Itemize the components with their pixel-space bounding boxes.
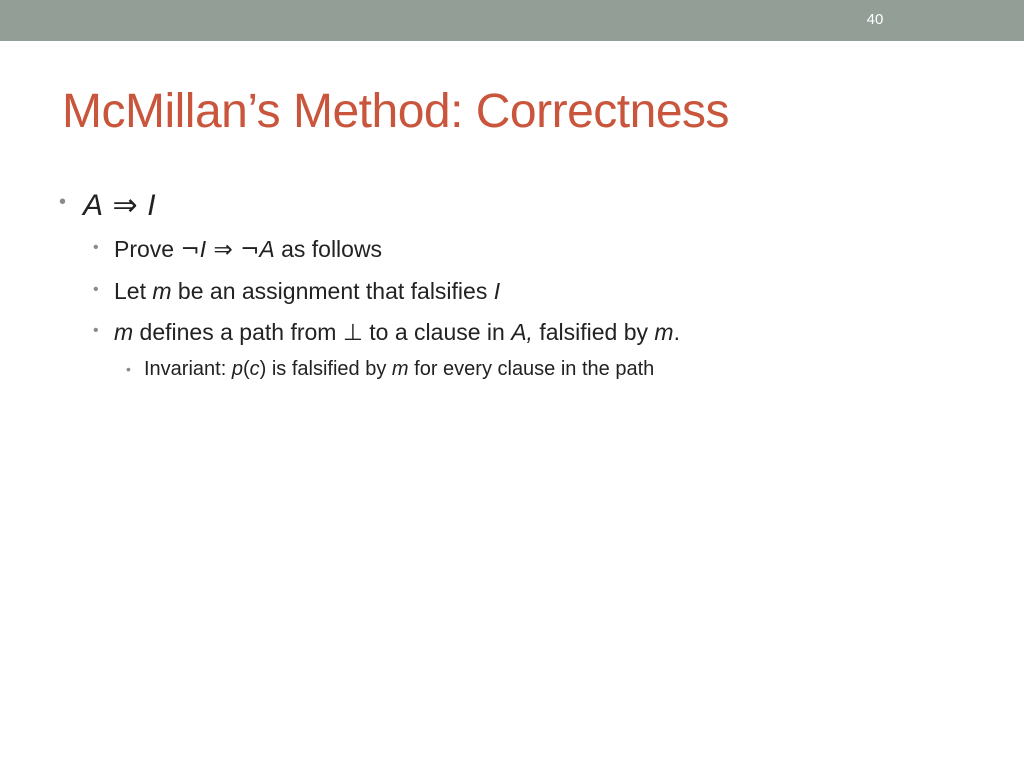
text-is-falsified-by: is falsified by bbox=[266, 358, 392, 380]
var-i: I bbox=[493, 278, 501, 304]
paren-open: ( bbox=[242, 358, 250, 380]
implies-symbol: ⇒ bbox=[206, 237, 241, 263]
text-every-clause: for every clause in the path bbox=[408, 358, 655, 380]
text-as-follows: as follows bbox=[274, 236, 383, 262]
bullet-prove bbox=[93, 236, 383, 263]
text-period: . bbox=[673, 319, 680, 345]
text-to-clause: to a clause in bbox=[362, 319, 512, 345]
var-m: m bbox=[391, 358, 409, 380]
var-i: I bbox=[199, 236, 207, 262]
bullet-a-implies-i bbox=[59, 188, 156, 223]
text-let: Let bbox=[114, 278, 153, 304]
text-prove: Prove bbox=[114, 236, 181, 262]
bullet-dot-icon: • bbox=[93, 239, 99, 256]
bullet-invariant bbox=[126, 358, 655, 381]
var-m: m bbox=[654, 319, 674, 345]
bullet-dot-icon: • bbox=[126, 361, 131, 377]
var-m: m bbox=[114, 319, 134, 345]
negation-symbol: ¬ bbox=[180, 237, 200, 263]
var-i: I bbox=[147, 189, 156, 222]
slide-number: 40 bbox=[866, 11, 884, 28]
bullet-m-defines-path bbox=[93, 319, 680, 346]
text-assignment: be an assignment that falsifies bbox=[171, 278, 494, 304]
bullet-dot-icon: • bbox=[59, 191, 67, 213]
bullet-dot-icon: • bbox=[93, 281, 99, 298]
paren-close: ) bbox=[259, 358, 267, 380]
var-p: p bbox=[231, 358, 243, 380]
var-m: m bbox=[152, 278, 172, 304]
bullet-dot-icon: • bbox=[93, 322, 99, 339]
bottom-symbol: ⊥ bbox=[342, 320, 363, 346]
slide-title: McMillan’s Method: Correctness bbox=[62, 85, 730, 138]
var-a: A, bbox=[511, 319, 533, 345]
header-bar bbox=[0, 0, 1024, 41]
text-invariant: Invariant: bbox=[144, 358, 232, 380]
var-c: c bbox=[249, 358, 260, 380]
implies-symbol: ⇒ bbox=[103, 188, 148, 223]
var-a: A bbox=[83, 189, 104, 222]
text-defines-path: defines a path from bbox=[133, 319, 343, 345]
text-falsified-by: falsified by bbox=[532, 319, 655, 345]
bullet-let-m bbox=[93, 278, 501, 305]
var-a: A bbox=[259, 236, 275, 262]
negation-symbol: ¬ bbox=[240, 237, 260, 263]
